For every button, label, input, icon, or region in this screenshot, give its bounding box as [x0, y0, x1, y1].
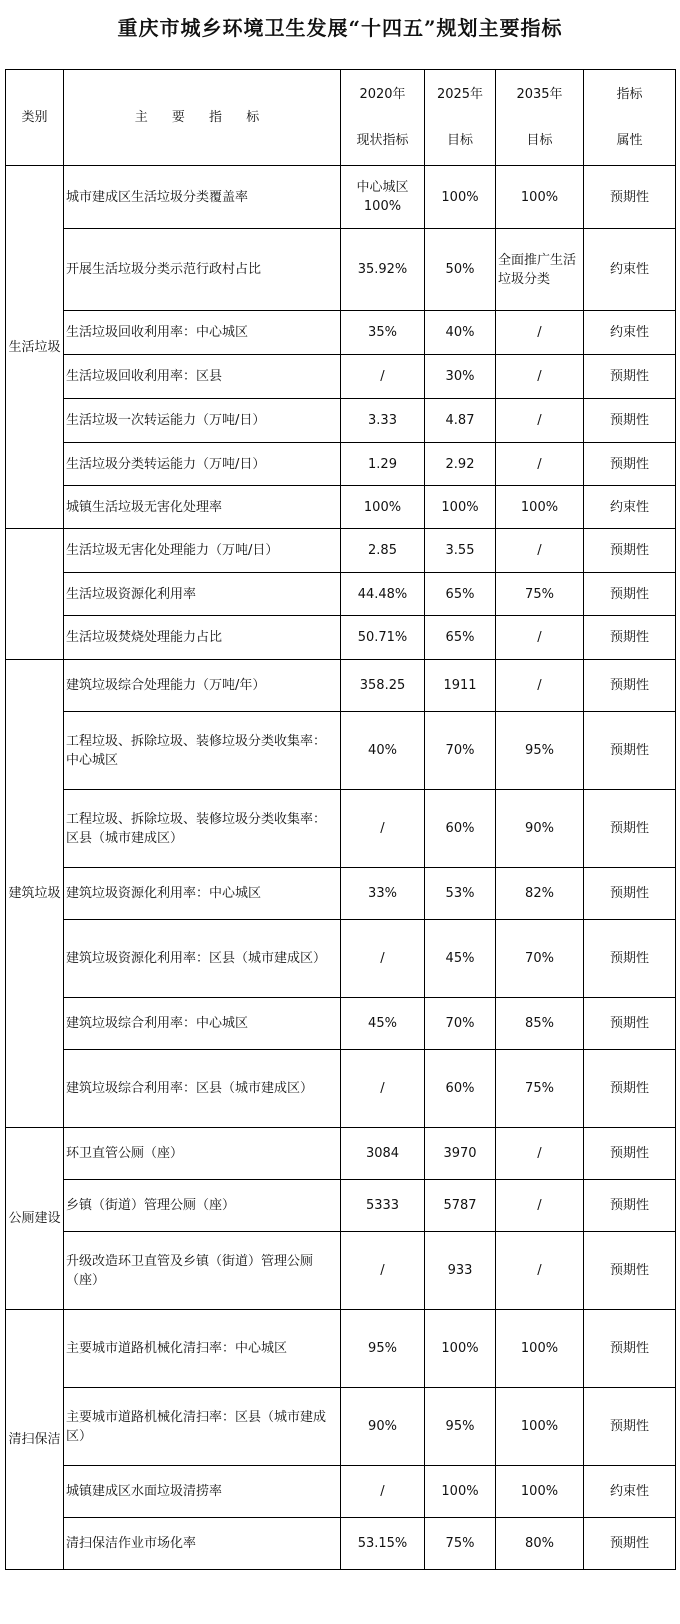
- value-2025: 3.55: [425, 529, 496, 573]
- value-2035: 82%: [496, 868, 584, 920]
- indicator-cell: 主要城市道路机械化清扫率：中心城区: [64, 1310, 341, 1388]
- value-2035: 全面推广生活垃圾分类: [496, 229, 584, 311]
- value-2020: /: [341, 790, 425, 868]
- table-row: [6, 998, 676, 1050]
- table-row: [6, 1310, 676, 1388]
- value-2025: 100%: [425, 486, 496, 529]
- attribute: 预期性: [584, 529, 676, 573]
- attribute: 预期性: [584, 1518, 676, 1570]
- indicator-cell: 生活垃圾焚烧处理能力占比: [64, 616, 341, 660]
- value-2035: /: [496, 1128, 584, 1180]
- value-2020: 1.29: [341, 443, 425, 486]
- attribute: 预期性: [584, 660, 676, 712]
- value-2025: 50%: [425, 229, 496, 311]
- value-2035: 100%: [496, 1388, 584, 1466]
- indicator-cell: 建筑垃圾综合利用率：中心城区: [64, 998, 341, 1050]
- value-2025: 70%: [425, 998, 496, 1050]
- attribute: 预期性: [584, 790, 676, 868]
- value-2035: /: [496, 1232, 584, 1310]
- value-2020: 100%: [341, 486, 425, 529]
- indicator-cell: 生活垃圾回收利用率：中心城区: [64, 311, 341, 355]
- attribute: 预期性: [584, 1050, 676, 1128]
- indicator-cell: 生活垃圾分类转运能力（万吨/日）: [64, 443, 341, 486]
- value-2020: 95%: [341, 1310, 425, 1388]
- value-2035: 100%: [496, 486, 584, 529]
- value-2025: 30%: [425, 355, 496, 399]
- value-2020: 44.48%: [341, 573, 425, 616]
- value-2025: 933: [425, 1232, 496, 1310]
- indicator-cell: 生活垃圾资源化利用率: [64, 573, 341, 616]
- attribute: 预期性: [584, 399, 676, 443]
- value-2025: 65%: [425, 616, 496, 660]
- value-2035: /: [496, 355, 584, 399]
- header-2020-year: 2020年: [359, 86, 406, 102]
- value-2035: /: [496, 399, 584, 443]
- table-row: [6, 868, 676, 920]
- table-row: [6, 1050, 676, 1128]
- indicator-cell: 建筑垃圾资源化利用率：中心城区: [64, 868, 341, 920]
- indicator-cell: 工程垃圾、拆除垃圾、装修垃圾分类收集率：中心城区: [64, 712, 341, 790]
- header-2020: [341, 70, 425, 166]
- value-2020: /: [341, 1050, 425, 1128]
- category-construction-waste: 建筑垃圾: [6, 660, 64, 1128]
- value-2035: /: [496, 311, 584, 355]
- value-2020: 3.33: [341, 399, 425, 443]
- value-2020: 90%: [341, 1388, 425, 1466]
- value-2025: 95%: [425, 1388, 496, 1466]
- table-row: [6, 166, 676, 229]
- table-row: [6, 660, 676, 712]
- attribute: 预期性: [584, 712, 676, 790]
- table-row: [6, 443, 676, 486]
- attribute: 预期性: [584, 1128, 676, 1180]
- header-2035-label: 目标: [526, 132, 553, 148]
- header-2035-year: 2035年: [516, 86, 563, 102]
- table-row: [6, 229, 676, 311]
- header-2025: [425, 70, 496, 166]
- attribute: 约束性: [584, 1466, 676, 1518]
- attribute: 预期性: [584, 1180, 676, 1232]
- indicator-cell: 工程垃圾、拆除垃圾、装修垃圾分类收集率：区县（城市建成区）: [64, 790, 341, 868]
- attribute: 预期性: [584, 573, 676, 616]
- value-2025: 100%: [425, 166, 496, 229]
- header-indicator: 主 要 指 标: [64, 70, 341, 166]
- value-2020: /: [341, 920, 425, 998]
- value-2035: /: [496, 1180, 584, 1232]
- table-row: [6, 529, 676, 573]
- table-row: [6, 1388, 676, 1466]
- header-2025-label: 目标: [446, 132, 473, 148]
- table-row: [6, 355, 676, 399]
- table-row: [6, 616, 676, 660]
- value-2035: 95%: [496, 712, 584, 790]
- value-2020: /: [341, 355, 425, 399]
- value-2020: 中心城区 100%: [341, 166, 425, 229]
- attribute: 预期性: [584, 920, 676, 998]
- value-2035: 80%: [496, 1518, 584, 1570]
- value-2035: 100%: [496, 1310, 584, 1388]
- header-2025-year: 2025年: [436, 86, 484, 102]
- attribute: 约束性: [584, 311, 676, 355]
- indicator-cell: 城镇建成区水面垃圾清捞率: [64, 1466, 341, 1518]
- indicator-cell: 生活垃圾无害化处理能力（万吨/日）: [64, 529, 341, 573]
- value-2020: 33%: [341, 868, 425, 920]
- value-2035: 75%: [496, 1050, 584, 1128]
- table-row: [6, 712, 676, 790]
- category-empty: [6, 529, 64, 660]
- value-2035: /: [496, 529, 584, 573]
- value-2025: 70%: [425, 712, 496, 790]
- value-2025: 2.92: [425, 443, 496, 486]
- attribute: 预期性: [584, 1388, 676, 1466]
- value-2035: 100%: [496, 1466, 584, 1518]
- header-2020-label: 现状指标: [356, 132, 409, 148]
- indicator-cell: 生活垃圾一次转运能力（万吨/日）: [64, 399, 341, 443]
- value-2020: 2.85: [341, 529, 425, 573]
- attribute: 预期性: [584, 443, 676, 486]
- value-2025: 65%: [425, 573, 496, 616]
- table-row: [6, 920, 676, 998]
- value-2025: 60%: [425, 790, 496, 868]
- attribute: 预期性: [584, 166, 676, 229]
- table-row: [6, 311, 676, 355]
- indicators-table: [5, 69, 676, 1570]
- value-2035: 70%: [496, 920, 584, 998]
- table-row: [6, 1180, 676, 1232]
- indicator-cell: 建筑垃圾综合处理能力（万吨/年）: [64, 660, 341, 712]
- indicator-cell: 乡镇（街道）管理公厕（座）: [64, 1180, 341, 1232]
- value-2025: 5787: [425, 1180, 496, 1232]
- indicator-cell: 清扫保洁作业市场化率: [64, 1518, 341, 1570]
- table-row: [6, 1518, 676, 1570]
- header-attribute-line2: 属性: [616, 132, 643, 148]
- attribute: 约束性: [584, 229, 676, 311]
- table-row: [6, 573, 676, 616]
- value-2025: 3970: [425, 1128, 496, 1180]
- value-2020: 358.25: [341, 660, 425, 712]
- indicator-cell: 开展生活垃圾分类示范行政村占比: [64, 229, 341, 311]
- indicator-cell: 主要城市道路机械化清扫率：区县（城市建成区）: [64, 1388, 341, 1466]
- table-row: [6, 486, 676, 529]
- value-2020: 35.92%: [341, 229, 425, 311]
- value-2020: 3084: [341, 1128, 425, 1180]
- attribute: 预期性: [584, 998, 676, 1050]
- value-2025: 100%: [425, 1466, 496, 1518]
- header-category: 类别: [6, 70, 64, 166]
- attribute: 约束性: [584, 486, 676, 529]
- value-2020: /: [341, 1466, 425, 1518]
- value-2020: 45%: [341, 998, 425, 1050]
- header-attribute-line1: 指标: [616, 86, 643, 102]
- table-row: [6, 790, 676, 868]
- value-2020: /: [341, 1232, 425, 1310]
- indicator-cell: 城镇生活垃圾无害化处理率: [64, 486, 341, 529]
- category-public-toilets: 公厕建设: [6, 1128, 64, 1310]
- attribute: 预期性: [584, 1232, 676, 1310]
- category-domestic-waste: 生活垃圾: [6, 166, 64, 529]
- category-street-cleaning: 清扫保洁: [6, 1310, 64, 1570]
- value-2025: 75%: [425, 1518, 496, 1570]
- indicator-cell: 建筑垃圾资源化利用率：区县（城市建成区）: [64, 920, 341, 998]
- value-2025: 60%: [425, 1050, 496, 1128]
- indicator-cell: 生活垃圾回收利用率：区县: [64, 355, 341, 399]
- value-2025: 53%: [425, 868, 496, 920]
- indicator-cell: 建筑垃圾综合利用率：区县（城市建成区）: [64, 1050, 341, 1128]
- value-2020: 40%: [341, 712, 425, 790]
- value-2035: 75%: [496, 573, 584, 616]
- value-2035: 85%: [496, 998, 584, 1050]
- header-2035: [496, 70, 584, 166]
- header-attribute: [584, 70, 676, 166]
- value-2020: 35%: [341, 311, 425, 355]
- indicator-cell: 升级改造环卫直管及乡镇（街道）管理公厕（座）: [64, 1232, 341, 1310]
- attribute: 预期性: [584, 868, 676, 920]
- value-2025: 100%: [425, 1310, 496, 1388]
- value-2025: 45%: [425, 920, 496, 998]
- value-2035: /: [496, 443, 584, 486]
- indicator-cell: 环卫直管公厕（座）: [64, 1128, 341, 1180]
- header-row: [6, 70, 676, 166]
- value-2020: 50.71%: [341, 616, 425, 660]
- value-2035: 100%: [496, 166, 584, 229]
- indicator-cell: 城市建成区生活垃圾分类覆盖率: [64, 166, 341, 229]
- table-row: [6, 399, 676, 443]
- value-2025: 1911: [425, 660, 496, 712]
- attribute: 预期性: [584, 616, 676, 660]
- value-2020: 53.15%: [341, 1518, 425, 1570]
- table-row: [6, 1128, 676, 1180]
- table-row: [6, 1466, 676, 1518]
- page-title: 重庆市城乡环境卫生发展“十四五”规划主要指标: [117, 16, 563, 40]
- value-2025: 4.87: [425, 399, 496, 443]
- attribute: 预期性: [584, 355, 676, 399]
- value-2035: 90%: [496, 790, 584, 868]
- value-2035: /: [496, 660, 584, 712]
- attribute: 预期性: [584, 1310, 676, 1388]
- table-row: [6, 1232, 676, 1310]
- value-2020: 5333: [341, 1180, 425, 1232]
- value-2035: /: [496, 616, 584, 660]
- value-2025: 40%: [425, 311, 496, 355]
